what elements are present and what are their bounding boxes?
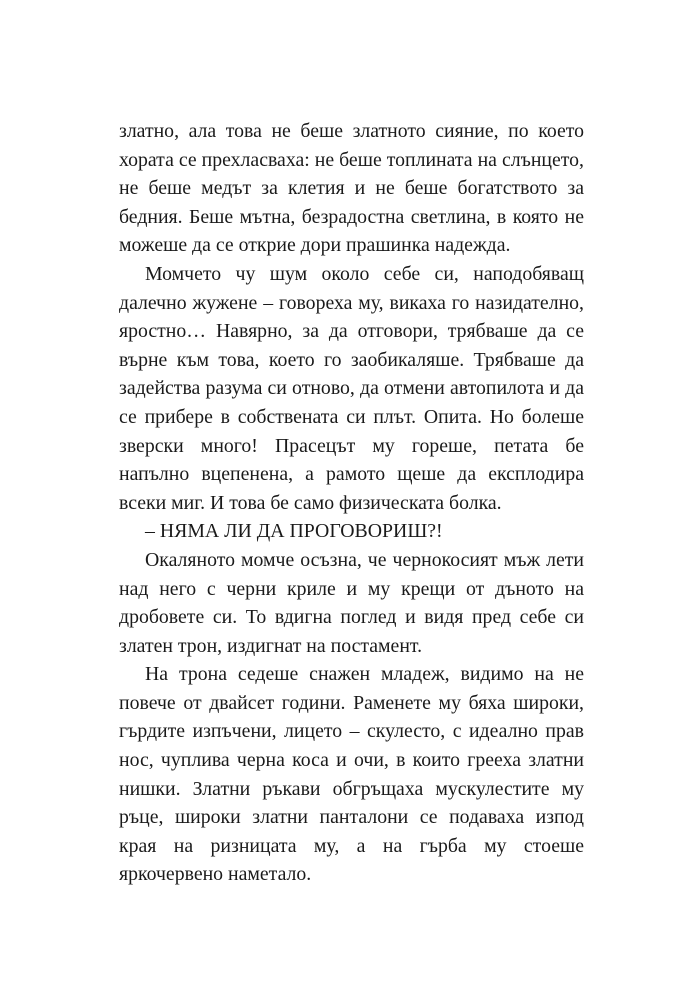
paragraph-5: На трона седеше снажен младеж, видимо на не повече от двайсет години. Раменете му бяха широки, гърдите изпъчени, лицето – скулесто, с идеално прав нос, чуплива черна коса и очи, в които грееха златни нишки. Златни ръкави обгръщаха мускулестите му ръце, широки златни панталони се подаваха изпод края на ризницата му, а на гърба му стоеше яркочервено наметало. bbox=[119, 663, 584, 886]
paragraph-4: Окаляното момче осъзна, че чернокосият мъж лети над него с черни криле и му крещи от дъното на дробовете си. То вдигна поглед и видя пред себе си златен трон, издигнат на постамент. bbox=[119, 548, 584, 657]
paragraph-1: златно, ала това не беше златното сияние, по което хората се прехласваха: не беше топлината на слънцето, не беше медът за клетия и не беше богатството за бедния. Беше мътна, безрадостна светлина, в която не можеше да се открие дори прашинка надежда. bbox=[119, 120, 584, 257]
paragraph-3-dialogue: – НЯМА ЛИ ДА ПРОГОВОРИШ?! bbox=[145, 520, 443, 543]
body-text bbox=[119, 117, 584, 889]
paragraph-2: Момчето чу шум около себе си, наподобяващ далечно жужене – говореха му, викаха го назидателно, яростно… Навярно, за да отговори, трябваше да се върне към това, което го заобикаляше. Трябваше да задейства разума си отново, да отмени автопилота и да се прибере в собствената си плът. Опита. Но болеше зверски много! Прасецът му гореше, петата бе напълно вцепенена, а рамото щеше да експлодира всеки миг. И това бе само физическата болка. bbox=[119, 262, 584, 514]
